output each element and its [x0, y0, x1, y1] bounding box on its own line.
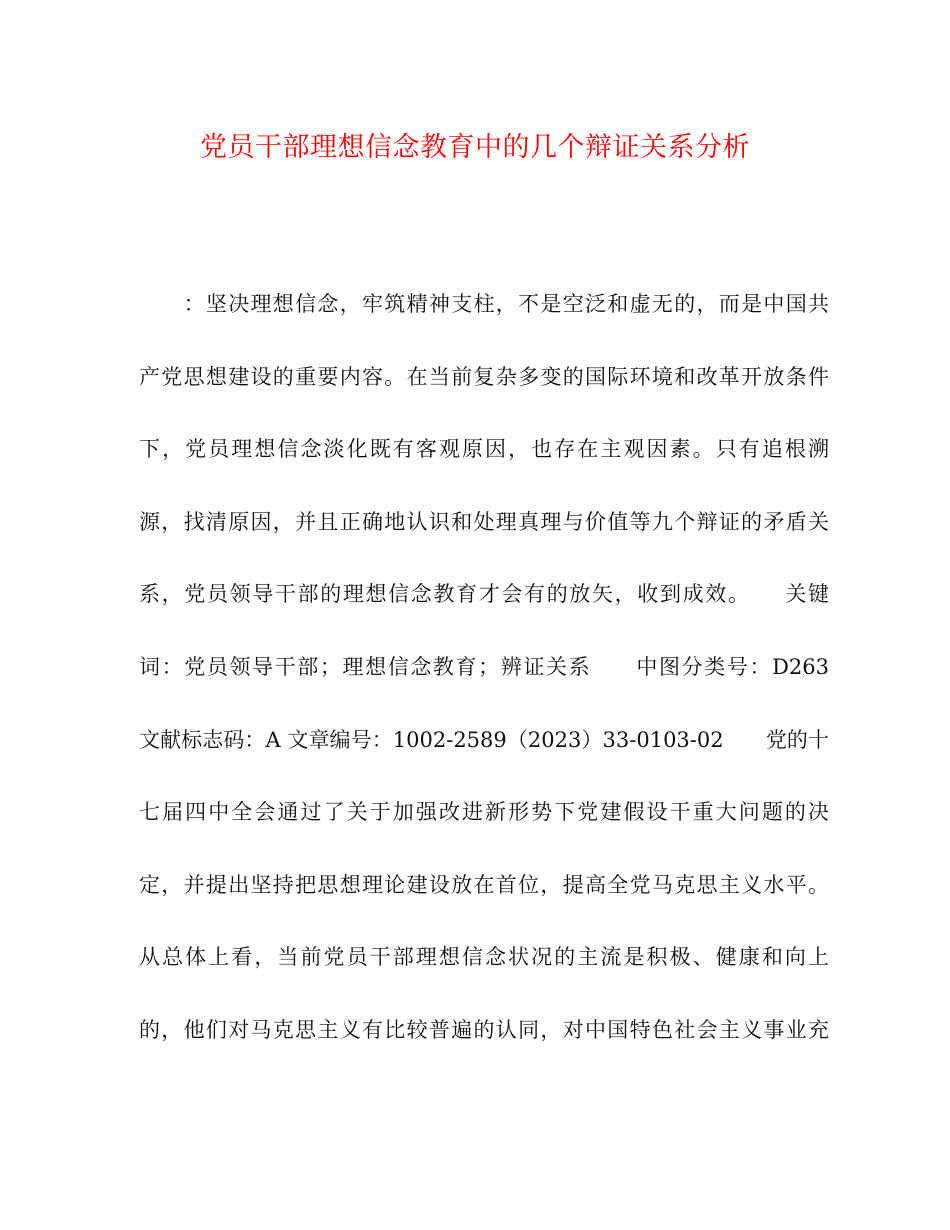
- body-line-6: 词：党员领导干部；理想信念教育；辨证关系 中图分类号：D263: [139, 654, 829, 679]
- body-line-9: 定，并提出坚持把思想理论建设放在首位，提高全党马克思主义水平。: [139, 872, 829, 897]
- body-line-4: 源，找清原因，并且正确地认识和处理真理与价值等九个辩证的矛盾关: [139, 509, 829, 534]
- body-line-5: 系，党员领导干部的理想信念教育才会有的放矢，收到成效。 关键: [139, 582, 829, 607]
- document-body: [139, 282, 829, 1081]
- body-line-11: 的，他们对马克思主义有比较普遍的认同，对中国特色社会主义事业充: [139, 1017, 829, 1042]
- body-line-7: 文献标志码：A 文章编号：1002-2589（2023）33-0103-02 党的十: [139, 727, 829, 752]
- body-line-3: 下，党员理想信念淡化既有客观原因，也存在主观因素。只有追根溯: [139, 437, 829, 462]
- body-line-8: 七届四中全会通过了关于加强改进新形势下党建假设干重大问题的决: [139, 800, 829, 825]
- body-line-10: 从总体上看，当前党员干部理想信念状况的主流是积极、健康和向上: [139, 945, 829, 970]
- document-title: 党员干部理想信念教育中的几个辩证关系分析: [200, 132, 750, 163]
- body-line-2: 产党思想建设的重要内容。在当前复杂多变的国际环境和改革开放条件: [139, 364, 829, 389]
- body-line-1: ：坚决理想信念，牢筑精神支柱，不是空泛和虚无的，而是中国共: [139, 292, 829, 316]
